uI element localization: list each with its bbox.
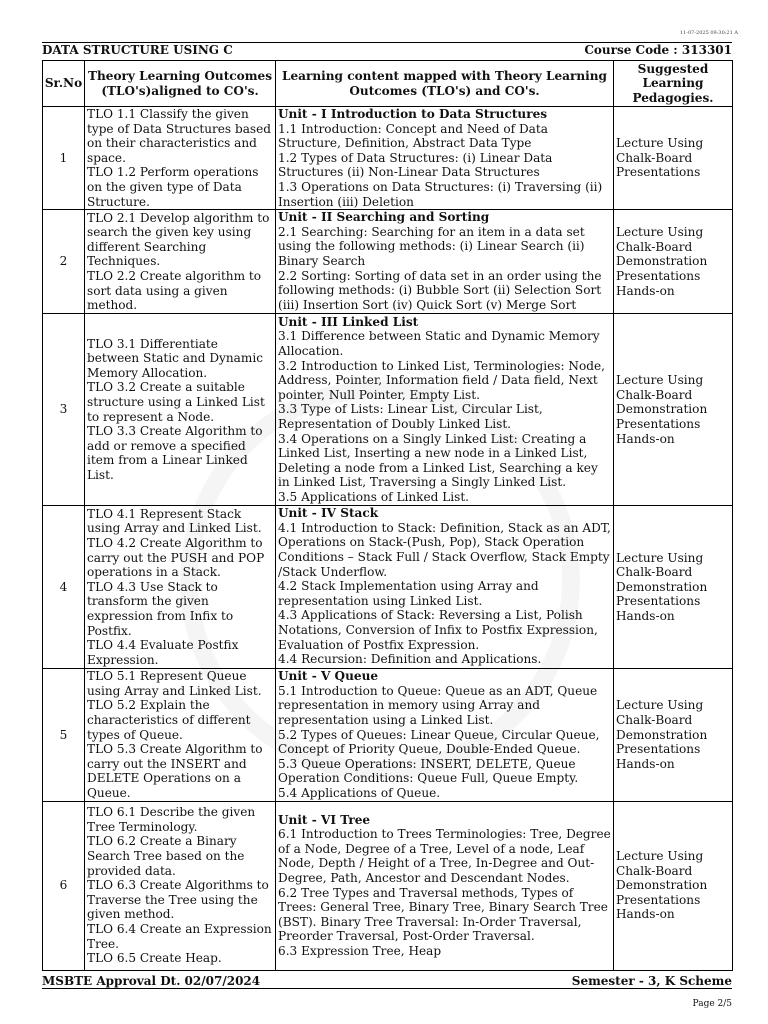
semester-scheme: Semester - 3, K Scheme xyxy=(571,974,732,988)
course-title: DATA STRUCTURE USING C xyxy=(42,43,233,57)
content-item: 1.3 Operations on Data Structures: (i) Traversing (ii) Insertion (iii) Deletion xyxy=(278,179,603,209)
tlo-cell xyxy=(85,314,276,506)
tlo-item: TLO 6.3 Create Algorithms to Traverse the Tree using the given method. xyxy=(87,878,269,922)
tlo-item: TLO 6.2 Create a Binary Search Tree based on the provided data. xyxy=(87,834,245,878)
content-item: 3.5 Applications of Linked List. xyxy=(278,489,470,504)
pedagogy-item: Lecture Using Chalk-Board xyxy=(616,698,704,727)
tlo-item: TLO 3.3 Create Algorithm to add or remove a specified item from a Linear Linked List. xyxy=(87,424,263,483)
page-footer xyxy=(42,972,732,989)
tlo-item: TLO 6.5 Create Heap. xyxy=(87,951,222,966)
table-row xyxy=(43,506,733,669)
pedagogy-item: Hands-on xyxy=(616,283,675,298)
pedagogy-cell xyxy=(614,314,733,506)
content-item: 5.1 Introduction to Queue: Queue as an ADT, Queue representation in memory using Array and representation using a Linked List. xyxy=(278,683,598,727)
row-number: 6 xyxy=(43,801,85,970)
content-item: 5.4 Applications of Queue. xyxy=(278,785,441,800)
pedagogy-item: Demonstration xyxy=(616,878,708,893)
tlo-item: TLO 5.1 Represent Queue using Array and Linked List. xyxy=(87,669,262,698)
content-item: 1.2 Types of Data Structures: (i) Linear Data Structures (ii) Non-Linear Data Structures xyxy=(278,150,553,180)
content-cell xyxy=(276,801,614,970)
print-timestamp: 11-07-2025 09:30:21 A xyxy=(679,30,738,36)
unit-title: Unit - III Linked List xyxy=(278,314,419,329)
content-item: 4.2 Stack Implementation using Array and representation using Linked List. xyxy=(278,579,539,608)
tlo-item: TLO 3.1 Differentiate between Static and Dynamic Memory Allocation. xyxy=(87,336,263,380)
content-item: 3.4 Operations on a Singly Linked List: Creating a Linked List, Inserting a new node in a Linked List, Deleting a node from a Linked List, Searching a key in Linked List, Traversing a Singly Linked List. xyxy=(278,431,598,490)
table-body xyxy=(43,107,733,971)
content-item: 1.1 Introduction: Concept and Need of Data Structure, Definition, Abstract Data Type xyxy=(278,121,548,151)
content-item: 4.1 Introduction to Stack: Definition, Stack as an ADT, Operations on Stack-(Push, Pop), Stack Operation Conditions – Stack Full / Stack Overflow, Stack Empty /Stack Underflow. xyxy=(278,520,611,579)
pedagogy-item: Lecture Using Chalk-Board xyxy=(616,136,704,165)
tlo-cell xyxy=(85,801,276,970)
pedagogy-cell xyxy=(614,107,733,210)
approval-date: MSBTE Approval Dt. 02/07/2024 xyxy=(42,974,261,988)
pedagogy-item: Presentations xyxy=(616,594,701,609)
content-item: 5.3 Queue Operations: INSERT, DELETE, Queue Operation Conditions: Queue Full, Queue Empty. xyxy=(278,756,579,786)
pedagogy-item: Lecture Using Chalk-Board xyxy=(616,225,704,254)
row-number: 3 xyxy=(43,314,85,506)
unit-title: Unit - II Searching and Sorting xyxy=(278,210,490,225)
tlo-item: TLO 1.2 Perform operations on the given type of Data Structure. xyxy=(87,165,259,209)
table-row xyxy=(43,314,733,506)
row-number: 1 xyxy=(43,107,85,210)
tlo-item: TLO 1.1 Classify the given type of Data Structures based on their characteristics and space. xyxy=(87,107,272,165)
row-number: 2 xyxy=(43,210,85,314)
content-cell xyxy=(276,107,614,210)
table-row xyxy=(43,210,733,314)
pedagogy-item: Hands-on xyxy=(616,609,675,624)
content-item: 4.3 Applications of Stack: Reversing a List, Polish Notations, Conversion of Infix to Postfix Expression, Evaluation of Postfix Expression. xyxy=(278,608,598,652)
pedagogy-item: Hands-on xyxy=(616,756,675,771)
unit-title: Unit - V Queue xyxy=(278,669,379,684)
tlo-item: TLO 3.2 Create a suitable structure using a Linked List to represent a Node. xyxy=(87,380,265,424)
content-item: 3.1 Difference between Static and Dynamic Memory Allocation. xyxy=(278,329,600,358)
content-item: 2.2 Sorting: Sorting of data set in an order using the following methods: (i) Bubble Sort (ii) Selection Sort (iii) Insertion Sort (iv) Quick Sort (v) Merge Sort xyxy=(278,268,602,312)
tlo-cell xyxy=(85,107,276,210)
tlo-item: TLO 4.4 Evaluate Postfix Expression. xyxy=(87,638,239,667)
content-item: 6.3 Expression Tree, Heap xyxy=(278,943,442,958)
row-number: 4 xyxy=(43,506,85,669)
tlo-cell xyxy=(85,506,276,669)
tlo-item: TLO 5.2 Explain the characteristics of different types of Queue. xyxy=(87,698,251,742)
unit-title: Unit - IV Stack xyxy=(278,506,379,521)
tlo-item: TLO 4.3 Use Stack to transform the given expression from Infix to Postfix. xyxy=(87,579,234,638)
tlo-item: TLO 6.1 Describe the given Tree Terminology. xyxy=(87,805,256,834)
tlo-item: TLO 4.2 Create Algorithm to carry out the PUSH and POP operations in a Stack. xyxy=(87,536,265,580)
pedagogy-item: Demonstration xyxy=(616,727,708,742)
table-row xyxy=(43,801,733,970)
header-pedagogy: Suggested Learning Pedagogies. xyxy=(614,61,733,107)
table-row xyxy=(43,107,733,210)
tlo-cell xyxy=(85,669,276,801)
header-content: Learning content mapped with Theory Learning Outcomes (TLO's) and CO's. xyxy=(276,61,614,107)
pedagogy-item: Lecture Using Chalk-Board xyxy=(616,849,704,878)
pedagogy-item: Hands-on xyxy=(616,907,675,922)
content-item: 6.2 Tree Types and Traversal methods, Types of Trees: General Tree, Binary Tree, Binary Search Tree (BST). Binary Tree Traversal: In-Order Traversal, Preorder Traversal, Post-Order Traversal. xyxy=(278,885,608,944)
content-item: 3.3 Type of Lists: Linear List, Circular List, Representation of Doubly Linked List. xyxy=(278,402,543,431)
course-code: Course Code : 313301 xyxy=(584,43,732,57)
pedagogy-cell xyxy=(614,210,733,314)
tlo-cell xyxy=(85,210,276,314)
content-item: 2.1 Searching: Searching for an item in a data set using the following methods: (i) Linear Search (ii) Binary Search xyxy=(278,224,585,268)
content-cell xyxy=(276,669,614,801)
pedagogy-cell xyxy=(614,506,733,669)
table-row xyxy=(43,669,733,801)
tlo-item: TLO 2.2 Create algorithm to sort data using a given method. xyxy=(87,268,262,313)
tlo-item: TLO 4.1 Represent Stack using Array and Linked List. xyxy=(87,506,262,536)
pedagogy-item: Presentations xyxy=(616,268,701,283)
row-number: 5 xyxy=(43,669,85,801)
unit-title: Unit - I Introduction to Data Structures xyxy=(278,107,548,121)
content-item: 4.4 Recursion: Definition and Applications. xyxy=(278,652,542,667)
pedagogy-item: Lecture Using Chalk-Board xyxy=(616,373,704,402)
page-number: Page 2/5 xyxy=(692,999,732,1009)
page-header xyxy=(42,42,732,58)
pedagogy-item: Demonstration xyxy=(616,579,708,594)
unit-title: Unit - VI Tree xyxy=(278,812,371,827)
content-cell xyxy=(276,506,614,669)
content-cell xyxy=(276,210,614,314)
pedagogy-item: Lecture Using Chalk-Board xyxy=(616,550,704,580)
content-cell xyxy=(276,314,614,506)
pedagogy-item: Presentations xyxy=(616,892,701,907)
pedagogy-item: Hands-on xyxy=(616,431,675,446)
pedagogy-item: Demonstration xyxy=(616,402,708,417)
header-srno: Sr.No xyxy=(43,61,85,107)
tlo-item: TLO 2.1 Develop algorithm to search the given key using different Searching Techniques. xyxy=(87,210,270,269)
pedagogy-item: Presentations xyxy=(616,416,701,431)
pedagogy-item: Presentations xyxy=(616,165,701,180)
tlo-item: TLO 6.4 Create an Expression Tree. xyxy=(87,921,272,951)
pedagogy-cell xyxy=(614,801,733,970)
pedagogy-cell xyxy=(614,669,733,801)
syllabus-table xyxy=(42,60,733,971)
content-item: 6.1 Introduction to Trees Terminologies: Tree, Degree of a Node, Degree of a Tree, Level of a node, Leaf Node, Depth / Height of a Tree, In-Degree and Out-Degree, Path, Ancestor and Descendant Nodes. xyxy=(278,827,611,885)
pedagogy-item: Demonstration xyxy=(616,254,708,269)
content-item: 3.2 Introduction to Linked List, Terminologies: Node, Address, Pointer, Information field / Data field, Next pointer, Null Pointer, Empty List. xyxy=(278,358,606,402)
content-item: 5.2 Types of Queues: Linear Queue, Circular Queue, Concept of Priority Queue, Double-Ended Queue. xyxy=(278,727,600,757)
header-tlo: Theory Learning Outcomes (TLO's)aligned to CO's. xyxy=(85,61,276,107)
pedagogy-item: Presentations xyxy=(616,742,701,757)
tlo-item: TLO 5.3 Create Algorithm to carry out the INSERT and DELETE Operations on a Queue. xyxy=(87,742,263,800)
